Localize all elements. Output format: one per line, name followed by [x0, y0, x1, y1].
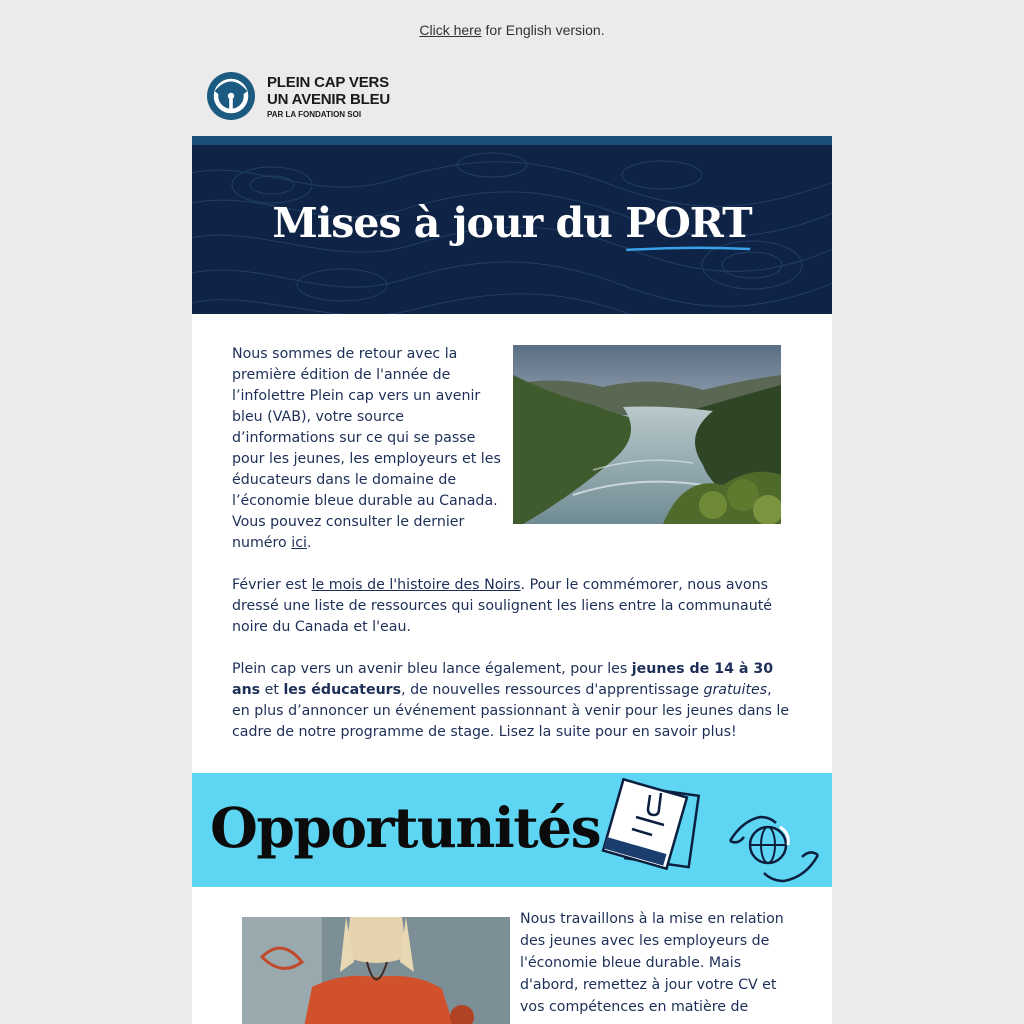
opportunities-banner — [192, 773, 832, 887]
opportunities-title: Opportunités — [210, 795, 601, 860]
intro-p2-end: . Pour le commémorer, nous avons dressé une liste de ressources qui soulignent les liens entre la communauté noire du Canada et l'eau. — [232, 577, 773, 635]
english-version-line — [0, 22, 1024, 38]
clipboard-document-icon — [603, 779, 699, 868]
opportunities-illustration — [592, 773, 832, 887]
river-landscape-image — [513, 345, 781, 524]
intro-p3-youth-age: jeunes de 14 à 30 ans — [232, 661, 774, 698]
intro-section — [192, 314, 832, 773]
hero-title-port — [625, 199, 751, 247]
port-underline-swoosh — [625, 245, 751, 253]
intro-p3-c: et — [260, 682, 284, 698]
logo-wordmark — [267, 74, 390, 120]
hero-title-port-text: PORT — [625, 199, 752, 247]
intro-p3-g: , en plus d’annoncer un événement passionnant à venir pour les jeunes dans le cadre de notre programme de stage. Lisez la suite pour en savoir plus! — [232, 682, 790, 740]
previous-issue-link[interactable]: ici — [291, 535, 307, 551]
intro-paragraph-2 — [232, 575, 792, 638]
intro-p3-e: , de nouvelles ressources d'apprentissage — [401, 682, 704, 698]
hero-title — [192, 199, 832, 247]
hero-title-prefix: Mises à jour du — [272, 199, 626, 247]
youth-worker-image — [242, 917, 510, 1024]
brand-logo[interactable] — [207, 72, 407, 122]
logo-line-1: PLEIN CAP VERS — [267, 74, 389, 91]
logo-line-3: PAR LA FONDATION SOI — [267, 110, 362, 119]
black-history-month-link[interactable]: le mois de l'histoire des Noirs — [311, 577, 521, 593]
opportunities-paragraph: Nous travaillons à la mise en relation des jeunes avec les employeurs de l'économie bleue durable. Mais d'abord, remettez à jour votre CV et vos compétences en matière de — [520, 911, 784, 1015]
intro-paragraph-3 — [232, 659, 792, 743]
hero-banner — [192, 145, 832, 314]
intro-p1-text: Nous sommes de retour avec la première édition de l'année de l’infolettre Plein cap vers un avenir bleu (VAB), votre source d’informations sur ce qui se passe pour les jeunes, les employeurs et les éducateurs dans le domaine de l’économie bleue durable au Canada. Vous pouvez consulter le dernier numéro — [232, 346, 501, 551]
intro-p3-a: Plein cap vers un avenir bleu lance également, pour les — [232, 661, 632, 677]
intro-p1-end: . — [306, 535, 312, 551]
intro-p3-free: gratuites — [703, 682, 768, 698]
hands-globe-icon — [730, 817, 818, 881]
header-stripe — [192, 136, 832, 145]
intro-p2-start: Février est — [232, 577, 312, 593]
english-version-link[interactable]: Click here — [419, 22, 482, 38]
logo-line-2: UN AVENIR BLEU — [267, 91, 391, 108]
english-version-text: for English version. — [481, 22, 605, 38]
intro-paragraph-1 — [232, 344, 504, 554]
intro-p3-educators: les éducateurs — [283, 682, 402, 698]
opportunities-section — [192, 887, 832, 1024]
compass-pin-logo-icon — [207, 72, 255, 120]
